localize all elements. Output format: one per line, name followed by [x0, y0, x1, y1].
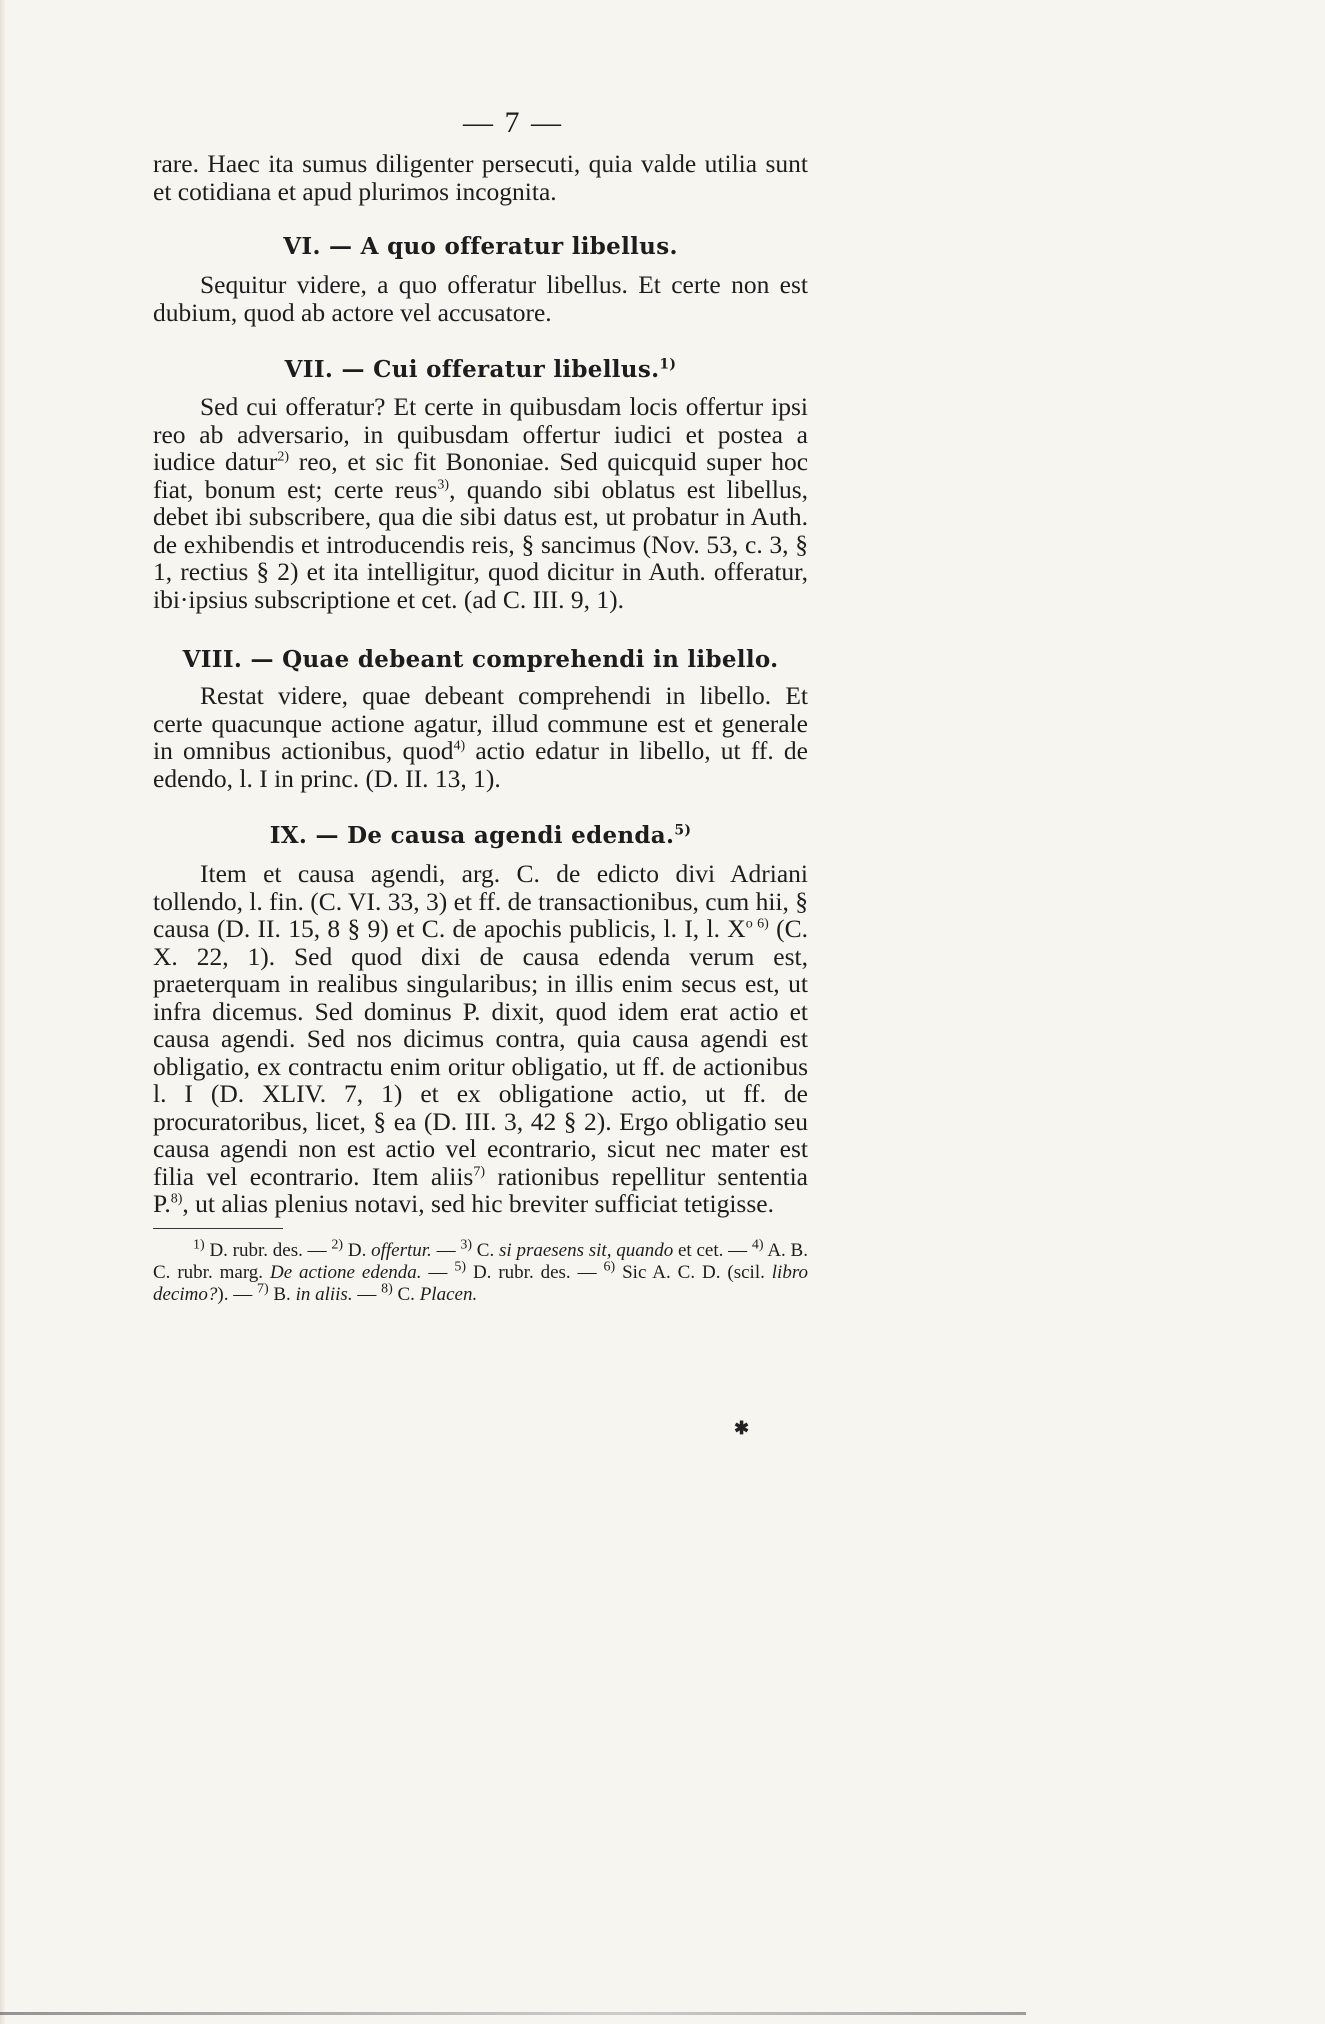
footnote-ref-5: 5)	[674, 822, 692, 839]
footnote-ref-7: 7)	[473, 1164, 486, 1179]
section-ix-text	[153, 860, 808, 1218]
section-vii-text	[153, 393, 808, 613]
footnote-4-marker: 4)	[751, 1237, 764, 1253]
footnote-4-text: A. B. C. rubr. marg.	[153, 1240, 808, 1283]
footnote-1-marker: 1)	[193, 1237, 205, 1253]
footnote-7-italic: in aliis.	[295, 1284, 353, 1305]
section-vii-title: VII. — Cui offeratur libellus.	[284, 356, 660, 383]
page-bottom-edge	[0, 2012, 1026, 2015]
section-vi-body	[153, 271, 808, 326]
footnote-5-marker: 5)	[454, 1259, 467, 1275]
section-vii-text-c: , quando sibi oblatus est libellus, debet ibi subscribere, qua die sibi datus est, ut probatur in Auth. de exhibendis et introducendis reis, § sancimus (Nov. 53, c. 3, § 1, rectius § 2) et ita intelligitur, quod dicitur in Auth. offeratur, ibi·ipsius subscriptione et cet. (ad C. III. 9, 1).	[153, 474, 808, 614]
footnote-1-text: D. rubr. des. —	[204, 1240, 332, 1261]
footnote-7-marker: 7)	[256, 1281, 269, 1297]
footnote-3-italic: si praesens sit, quando	[499, 1240, 674, 1261]
section-ix-text-b: (C. X. 22, 1). Sed quod dixi de causa edenda verum est, praeterquam in realibus singularibus; in illis enim secus est, ut infra dicemus. Sed dominus P. dixit, quod idem erat actio et causa agendi. Sed nos dicimus contra, quia causa agendi est obligatio, ex contractu enim oritur obligatio, ut ff. de actionibus l. I (D. XLIV. 7, 1) et ex obligatione actio, ut ff. de procuratoribus, licet, § ea (D. III. 3, 42 § 2). Ergo obligatio seu causa agendi non est actio vel econtrario, sicut nec mater est filia vel econtrario. Item aliis	[153, 914, 808, 1191]
section-vii-text-b: reo, et sic fit Bononiae. Sed quicquid super hoc fiat, bonum est; certe reus	[153, 447, 809, 504]
footnotes	[153, 1237, 809, 1306]
footnote-2-text: D.	[343, 1240, 372, 1261]
footnote-ref-6: 6)	[752, 916, 769, 932]
footnote-8-italic: Placen.	[419, 1284, 478, 1305]
footnote-6-text: Sic A. C. D. (scil.	[615, 1262, 772, 1283]
footnote-ref-3: 3)	[437, 477, 450, 492]
section-ix-text-d: , ut alias plenius notavi, sed hic breviter sufficiat tetigisse.	[182, 1189, 774, 1218]
section-heading-vi: VI. — A quo offeratur libellus.	[283, 233, 678, 260]
footnote-6-marker: 6)	[603, 1259, 616, 1275]
intro-text: rare. Haec ita sumus diligenter persecuti, quia valde utilia sunt et cotidiana et apud plurimos incognita.	[153, 149, 808, 206]
footnote-8-marker: 8)	[381, 1281, 393, 1297]
section-ix-body	[153, 860, 808, 1218]
footnote-ref-1: 1)	[659, 356, 677, 373]
intro-paragraph	[153, 150, 808, 205]
footnote-3-text: C.	[472, 1240, 499, 1261]
footnote-3-sep: et cet. —	[673, 1240, 752, 1261]
section-vi-text: Sequitur videre, a quo offeratur libellus. Et certe non est dubium, quod ab actore vel accusatore.	[153, 270, 808, 327]
ink-speck: ✱	[734, 1418, 750, 1438]
footnote-list	[153, 1237, 809, 1306]
footnote-7-text: B.	[268, 1284, 296, 1305]
page-number: — 7 —	[463, 106, 563, 139]
footnote-6-sep: ). —	[217, 1284, 257, 1305]
section-heading-vii	[153, 356, 808, 383]
footnote-8-text: C.	[392, 1284, 420, 1305]
footnote-7-sep: —	[352, 1284, 382, 1305]
section-heading-ix	[153, 822, 808, 849]
footnote-ref-4: 4)	[453, 738, 466, 754]
section-heading-viii: VIII. — Quae debeant comprehendi in libello.	[182, 646, 779, 673]
footnote-2-sep: —	[431, 1240, 461, 1261]
footnote-2-marker: 2)	[331, 1237, 344, 1253]
section-vii-text-a: Sed cui offeratur? Et certe in quibusdam locis offertur ipsi reo ab adversario, in quibusdam offertur iudici et postea a iudice datur	[153, 392, 808, 476]
footnote-3-marker: 3)	[460, 1237, 473, 1253]
footnote-5-text: D. rubr. des. —	[466, 1262, 604, 1283]
section-viii-text-b: actio edatur in libello, ut ff. de edendo, l. I in princ. (D. II. 13, 1).	[153, 736, 809, 793]
section-viii-body	[153, 682, 808, 792]
footnote-2-italic: offertur.	[371, 1240, 432, 1261]
footnote-ref-8: 8)	[170, 1191, 183, 1207]
footnote-6-italic: libro decimo?	[153, 1262, 809, 1305]
footnote-ref-2: 2)	[277, 449, 290, 465]
section-viii-text-a: Restat videre, quae debeant comprehendi in libello. Et certe quacunque actione agatur, illud commune est et generale in omnibus actionibus, quod	[153, 681, 808, 765]
section-viii-text	[153, 682, 808, 792]
footnote-4-sep: —	[421, 1262, 455, 1283]
footnote-4-italic: De actione edenda.	[269, 1262, 422, 1283]
page-edge-shadow	[0, 0, 6, 2024]
section-ix-text-a: Item et causa agendi, arg. C. de edicto divi Adriani tollendo, l. fin. (C. VI. 33, 3) et ff. de transactionibus, cum hii, § causa (D. II. 15, 8 § 9) et C. de apochis publicis, l. I, l. X	[153, 859, 808, 943]
section-ix-title: IX. — De causa agendi edenda.	[269, 822, 675, 849]
section-vii-body	[153, 393, 808, 613]
section-ix-text-c: rationibus repellitur sententia P.	[153, 1161, 808, 1218]
superscript-o: o	[745, 916, 753, 932]
footnote-separator	[153, 1228, 283, 1229]
